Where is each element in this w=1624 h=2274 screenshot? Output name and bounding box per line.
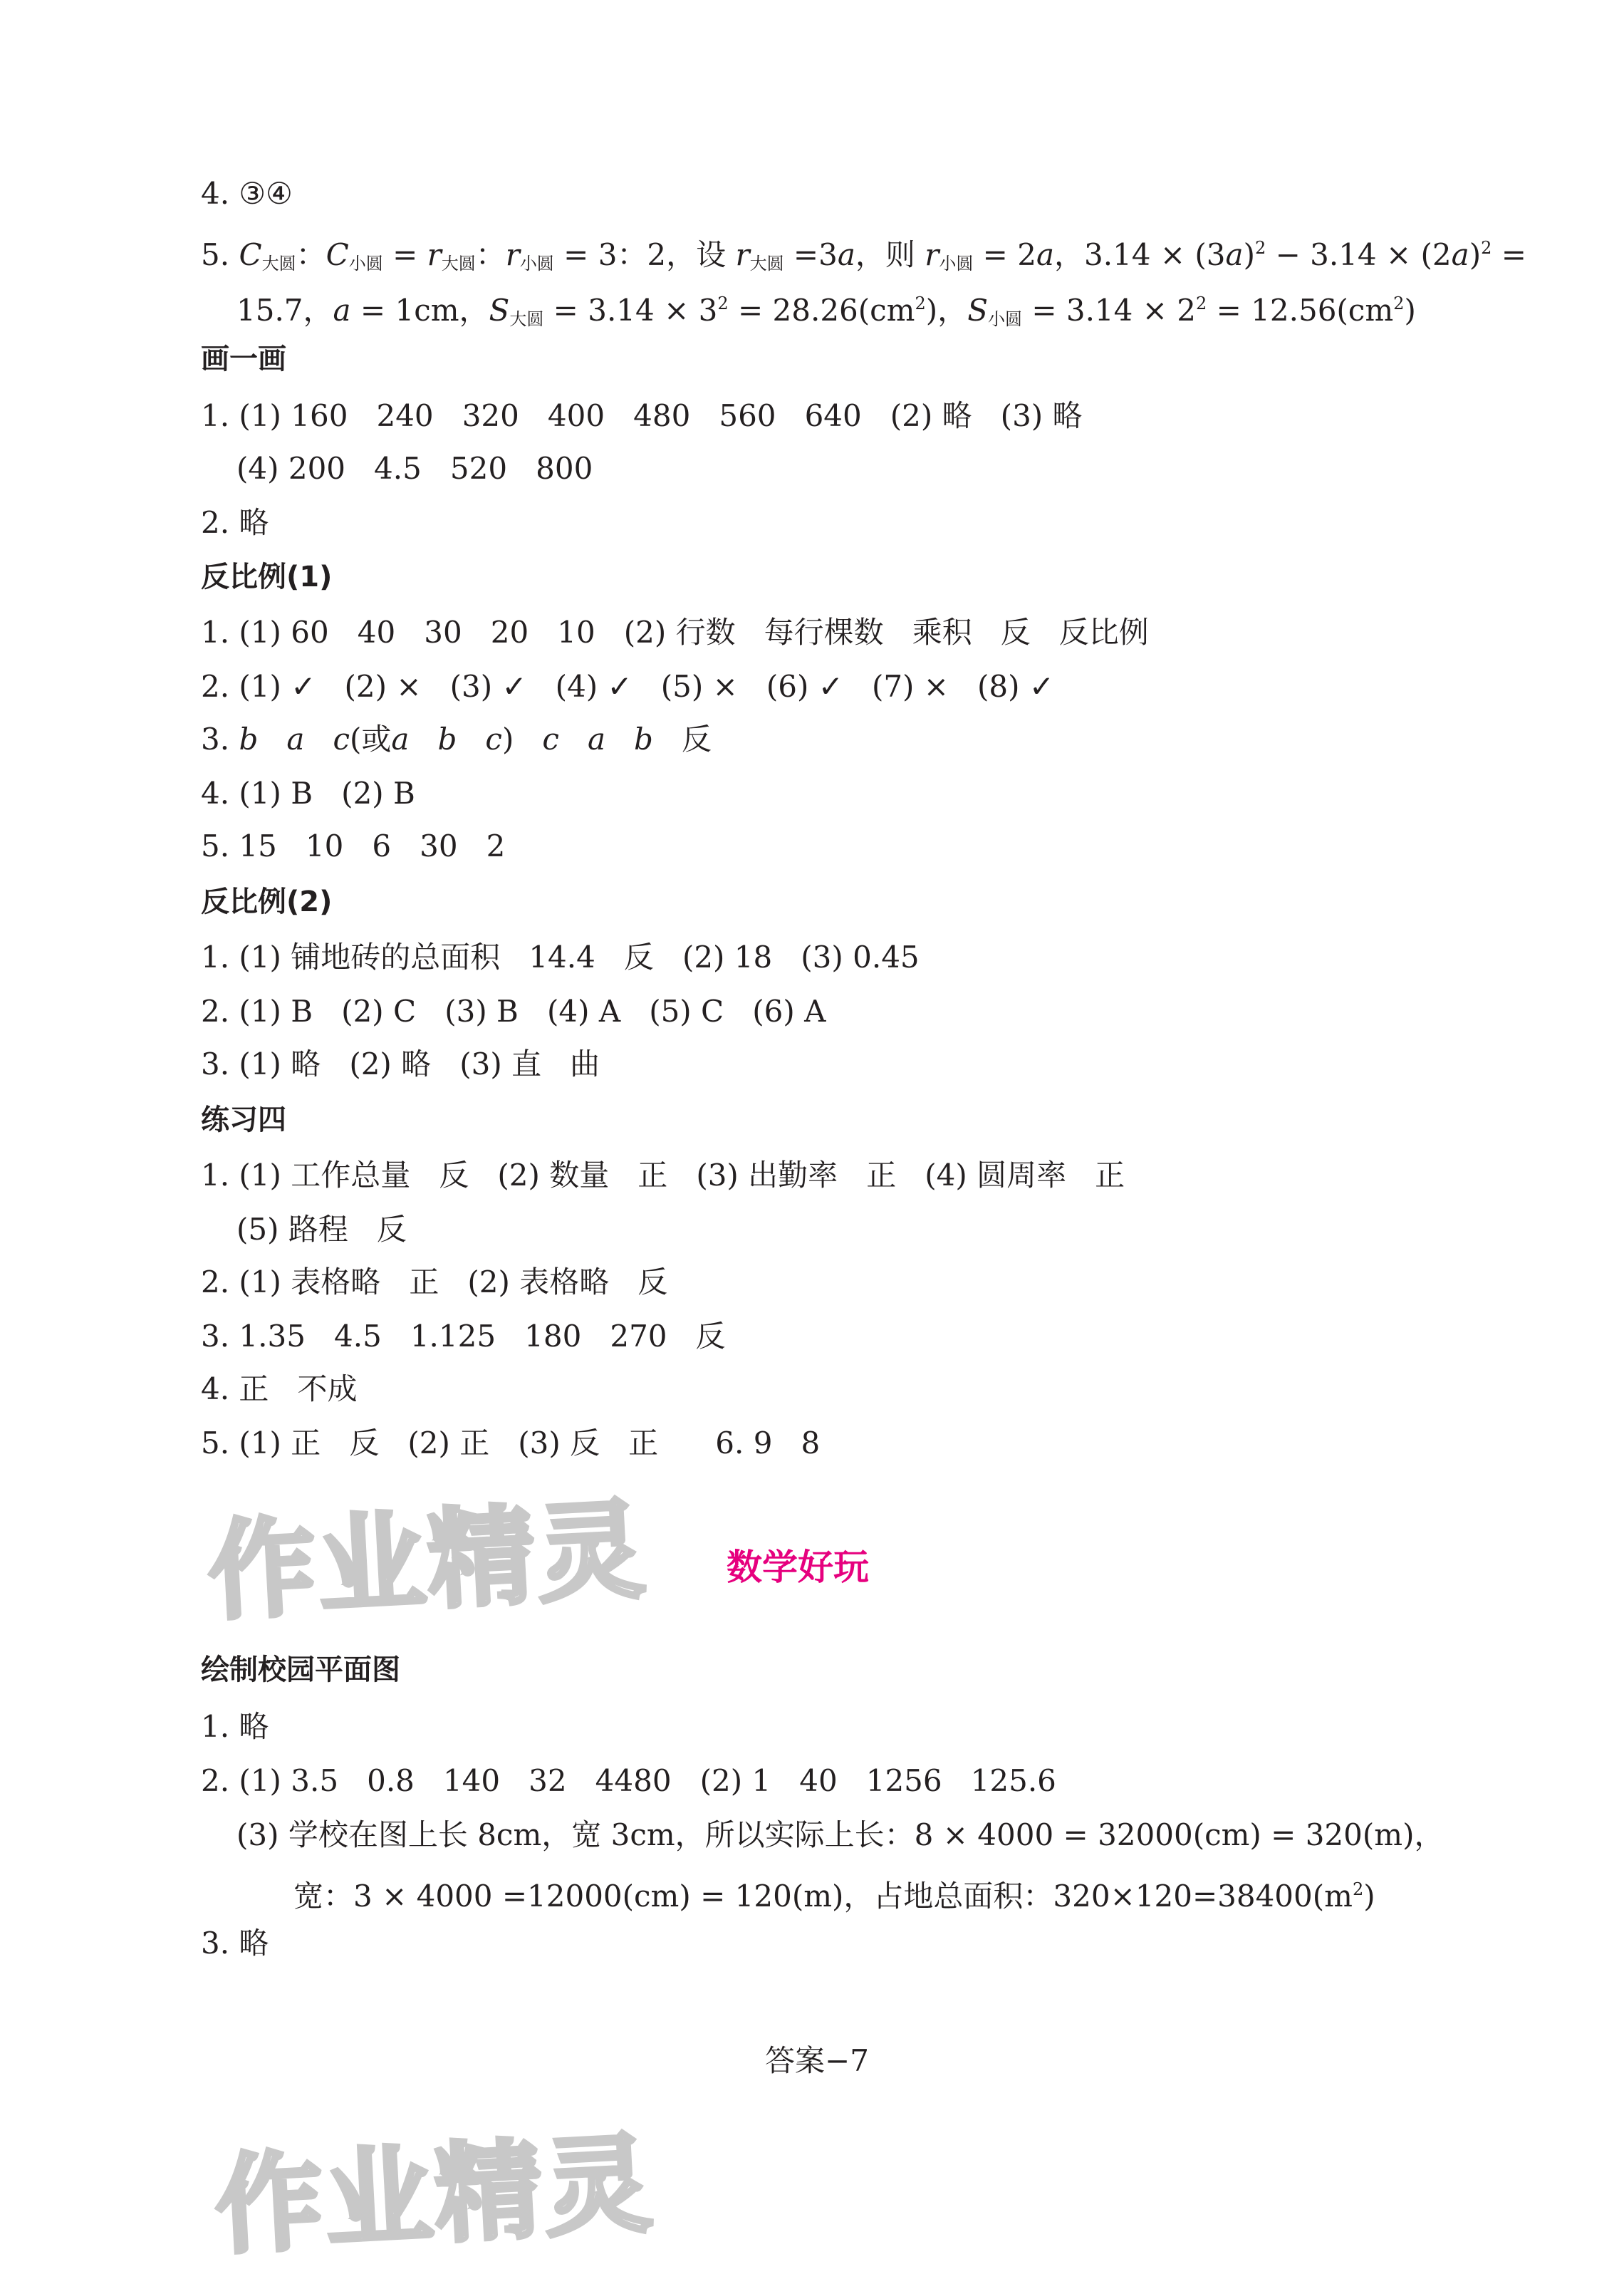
text: = 2: [973, 237, 1036, 272]
superscript: 2: [915, 294, 926, 313]
text: = 1cm，: [350, 293, 489, 328]
answer-line: 4. (1) B (2) B: [201, 776, 415, 811]
answer-line: (5) 路程 反: [236, 1212, 407, 1247]
text: =3: [784, 237, 838, 272]
answer-line: 1. (1) 60 40 30 20 10 (2) 行数 每行棵数 乘积 反 反比例: [201, 615, 1149, 650]
variables: a b c: [391, 722, 502, 757]
var-S: S: [967, 293, 988, 328]
superscript: 2: [1352, 1879, 1364, 1899]
section-heading-inverse-2: 反比例(2): [201, 886, 333, 918]
section-heading-campus-plan: 绘制校园平面图: [201, 1653, 400, 1686]
text: = 12.56(cm: [1207, 293, 1394, 328]
answer-line: [293, 1869, 1375, 1916]
text: (或: [350, 722, 392, 757]
var-r: r: [505, 237, 520, 272]
superscript: 2: [717, 294, 729, 313]
variables: b a c: [239, 722, 350, 757]
answer-line: 5. 15 10 6 30 2: [201, 829, 506, 863]
answer-line: 2. (1) ✓ (2) × (3) ✓ (4) ✓ (5) × (6) ✓ (7) × (8) ✓: [201, 669, 1055, 704]
subscript: 大圆: [509, 309, 544, 329]
answer-line: 1. 略: [201, 1709, 269, 1744]
answer-line-4: 4. ③④: [201, 176, 293, 211]
subscript: 大圆: [749, 254, 784, 274]
answer-line: 2. (1) B (2) C (3) B (4) A (5) C (6) A: [201, 994, 826, 1029]
answer-line: 1. (1) 160 240 320 400 480 560 640 (2) 略 (3) 略: [201, 398, 1083, 433]
page-number: 答案−7: [765, 2043, 869, 2078]
text: 3.: [201, 722, 239, 757]
text: )，: [925, 293, 968, 328]
answer-line: [201, 720, 712, 759]
watermark-logo: 作业精灵: [205, 1488, 650, 1635]
var-S: S: [489, 293, 510, 328]
section-heading-inverse-1: 反比例(1): [201, 561, 333, 593]
var-C: C: [239, 237, 262, 272]
answer-line: 2. 略: [201, 505, 269, 540]
answer-line-5-cont: [236, 284, 1416, 339]
var-a: a: [1451, 237, 1469, 272]
section-banner-math-fun: 数学好玩: [727, 1547, 869, 1588]
subscript: 小圆: [939, 254, 974, 274]
text: = 3：2，设: [553, 237, 736, 272]
answer-line: 3. 略: [201, 1926, 269, 1961]
text: = 3.14 × 2: [1021, 293, 1196, 328]
text: ): [1404, 293, 1416, 328]
answer-line: (3) 学校在图上长 8cm，宽 3cm，所以实际上长：8 × 4000 = 32000(cm) = 320(m)，: [236, 1817, 1445, 1852]
text: =: [1492, 237, 1526, 272]
subscript: 大圆: [261, 254, 296, 274]
text: ：: [296, 237, 326, 272]
answer-line: 5. (1) 正 反 (2) 正 (3) 反 正 6. 9 8: [201, 1426, 821, 1460]
text: 反: [652, 722, 712, 757]
subscript: 小圆: [348, 254, 383, 274]
var-a: a: [837, 237, 855, 272]
var-a: a: [1225, 237, 1244, 272]
superscript: 2: [1393, 294, 1405, 313]
var-a: a: [1036, 237, 1054, 272]
section-heading-draw: 画一画: [201, 343, 286, 375]
answer-line: 2. (1) 表格略 正 (2) 表格略 反: [201, 1265, 668, 1299]
variables: c a b: [542, 722, 653, 757]
text: ，则: [855, 237, 925, 272]
answer-line: (4) 200 4.5 520 800: [236, 451, 593, 486]
var-r: r: [735, 237, 750, 272]
answer-line-5: [201, 228, 1526, 284]
superscript: 2: [1196, 294, 1207, 313]
subscript: 大圆: [441, 254, 476, 274]
var-r: r: [427, 237, 442, 272]
text: =: [382, 237, 427, 272]
text: − 3.14 × (2: [1266, 237, 1452, 272]
text: ): [1363, 1879, 1375, 1914]
answer-line: 2. (1) 3.5 0.8 140 32 4480 (2) 1 40 1256 125.6: [201, 1763, 1056, 1798]
watermark-logo: 作业精灵: [212, 2122, 657, 2269]
text: ): [1469, 237, 1482, 272]
answer-line: 3. 1.35 4.5 1.125 180 270 反: [201, 1319, 726, 1354]
subscript: 小圆: [519, 254, 554, 274]
text: ): [1243, 237, 1255, 272]
text: = 3.14 × 3: [543, 293, 718, 328]
answer-line: 1. (1) 工作总量 反 (2) 数量 正 (3) 出勤率 正 (4) 圆周率 正: [201, 1158, 1125, 1193]
text: ：: [475, 237, 506, 272]
answer-line: 4. 正 不成: [201, 1371, 358, 1406]
text: ): [501, 722, 543, 757]
section-heading-exercise-4: 练习四: [201, 1104, 286, 1136]
text: 15.7，: [236, 293, 333, 328]
var-r: r: [925, 237, 939, 272]
superscript: 2: [1481, 238, 1492, 258]
text: = 28.26(cm: [728, 293, 915, 328]
text: 5.: [201, 237, 239, 272]
answer-line: 3. (1) 略 (2) 略 (3) 直 曲: [201, 1047, 600, 1081]
var-C: C: [326, 237, 349, 272]
subscript: 小圆: [987, 309, 1022, 329]
text: ，3.14 × (3: [1054, 237, 1226, 272]
text: 宽：3 × 4000 =12000(cm) = 120(m)，占地总面积：320×120=38400(m: [293, 1879, 1353, 1914]
superscript: 2: [1254, 238, 1266, 258]
var-a: a: [333, 293, 351, 328]
answer-line: 1. (1) 铺地砖的总面积 14.4 反 (2) 18 (3) 0.45: [201, 940, 920, 975]
